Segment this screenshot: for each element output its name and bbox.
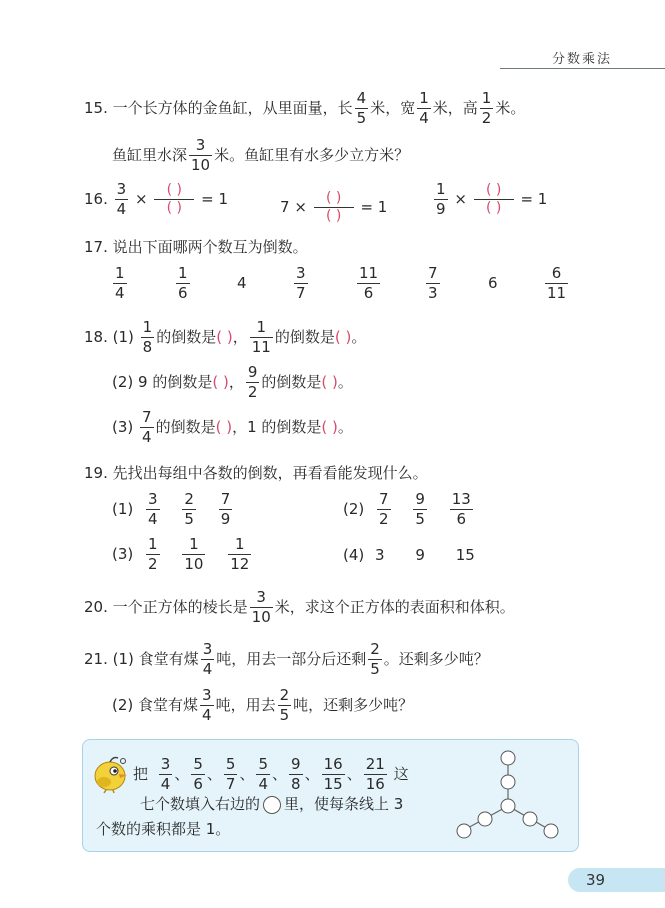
fraction: $\frac{1}{8}$ (142, 318, 153, 356)
group-label: (2) (343, 500, 365, 518)
q17-number: 17. (84, 238, 108, 256)
q18-p2 (112, 365, 353, 400)
q18-p3-label: (3) (112, 418, 134, 436)
fraction: $\frac{3}{10}$ (251, 588, 271, 626)
q18-p1 (84, 320, 366, 355)
section-title: 分数乘法 (552, 52, 613, 67)
answer-blank[interactable]: $\frac{( )}{( )}$ (314, 191, 354, 224)
q21-p2-a: 食堂有煤 (138, 696, 199, 714)
slot-circle[interactable] (544, 824, 558, 838)
period: 。 (351, 328, 367, 346)
slot-circle[interactable] (523, 812, 537, 826)
slot-circle[interactable] (457, 824, 471, 838)
q17-n6: 6 (488, 274, 498, 292)
q18-p1-t1: 的倒数是 (156, 328, 217, 346)
fraction: $\frac{2}{5}$ (279, 686, 290, 724)
q17-n7: $\frac{6}{11}$ (547, 264, 567, 302)
q17-n5: $\frac{7}{3}$ (428, 264, 438, 302)
times-sign: × (134, 190, 148, 208)
q18-p1-t2: 的倒数是 (274, 328, 335, 346)
answer-blank[interactable]: ( ) (321, 373, 338, 391)
equals-one: = 1 (360, 198, 388, 216)
answer-blank[interactable]: ( ) (321, 418, 338, 436)
equals-one: = 1 (201, 190, 228, 208)
q21-p2-b: 吨，用去 (215, 696, 276, 714)
fraction: $\frac{2}{5}$ (370, 640, 380, 678)
q18-number: 18. (84, 328, 108, 346)
q18-p3-t: 的倒数是 (155, 418, 216, 436)
q16-number: 16. (84, 190, 108, 208)
separator: 、 (346, 765, 362, 783)
answer-blank[interactable]: $\frac{( )}{( )}$ (474, 183, 514, 216)
q15-line2-b: 米。鱼缸里有水多少立方米？ (214, 146, 410, 164)
q17-n4: $\frac{11}{6}$ (359, 264, 379, 302)
fraction: $\frac{3}{4}$ (202, 640, 213, 678)
q17-n1: $\frac{1}{6}$ (178, 264, 188, 302)
period: 。 (337, 373, 353, 391)
q17-n2: 4 (237, 274, 247, 292)
q17-prompt (84, 236, 308, 257)
q20-b: 米，求这个正方体的表面积和体积。 (274, 598, 515, 616)
slot-circle[interactable] (478, 812, 492, 826)
slot-circle[interactable] (501, 799, 515, 813)
q20-a: 一个正方体的棱长是 (112, 598, 248, 616)
comma: ， (232, 328, 248, 346)
q18-p2-t: 的倒数是 (261, 373, 322, 391)
q15-text-d: 米。 (495, 99, 526, 117)
q19-group1: (1) $\frac{3}{4}$ $\frac{2}{5}$ $\frac{7}{9}$ (112, 490, 231, 528)
q15-text-b: 米，宽 (370, 99, 416, 117)
q15-text-a: 一个长方体的金鱼缸，从里面量，长 (112, 99, 353, 117)
separator: 、 (272, 765, 288, 783)
fraction: $\frac{3}{10}$ (191, 136, 211, 174)
circle-icon (263, 796, 281, 814)
q16-item2 (280, 191, 387, 224)
separator: 、 (206, 765, 222, 783)
fraction: $\frac{1}{2}$ (481, 89, 492, 127)
q18-p3 (112, 410, 353, 445)
q21-p2-label: (2) (112, 696, 134, 714)
slot-circle[interactable] (501, 775, 515, 789)
q15-line1 (84, 91, 525, 126)
q18-p3-sep: ，1 的倒数是 (232, 418, 322, 436)
answer-blank[interactable]: ( ) (212, 373, 229, 391)
q21-p2 (112, 688, 413, 723)
bird-mascot-icon (90, 752, 130, 794)
q17-n0: $\frac{1}{4}$ (115, 264, 125, 302)
separator: 、 (174, 765, 190, 783)
comma: ， (228, 373, 244, 391)
q15-line2 (112, 138, 409, 173)
puzzle-line2a: 七个数填入右边的 (140, 795, 261, 813)
q17-n3: $\frac{3}{7}$ (296, 264, 306, 302)
group-label: (4) (343, 546, 365, 564)
group-label: (3) (112, 545, 134, 563)
q15-number: 15. (84, 99, 108, 117)
number: 15 (455, 546, 475, 564)
period: 。 (337, 418, 353, 436)
q15-line2-a: 鱼缸里水深 (112, 146, 188, 164)
q18-p1-label: (1) (112, 328, 134, 346)
q16-item2-left: 7 (280, 198, 290, 216)
q21-p1-label: (1) (112, 650, 134, 668)
puzzle-diagram (450, 748, 570, 844)
puzzle-line1: 把 $\frac{3}{4}$ 、 $\frac{5}{6}$ 、 $\frac{5}{7}$ 、 $\frac{5}{4}$ 、 $\frac{9}{8}$ 、 $\frac{16}{15}$ 、 $\frac{21}{16}$ 这 (133, 755, 409, 793)
times-sign: × (294, 198, 307, 216)
answer-blank[interactable]: ( ) (334, 328, 352, 346)
puzzle-line3: 个数的乘积都是 1。 (96, 820, 231, 838)
number: 9 (415, 546, 425, 564)
fraction: $\frac{7}{4}$ (142, 408, 152, 446)
q16-item3 (432, 182, 547, 217)
header-rule (500, 68, 665, 69)
group-label: (1) (112, 500, 134, 518)
q21-number: 21. (84, 650, 108, 668)
q19-prompt (84, 462, 428, 483)
answer-blank[interactable]: ( ) (215, 418, 233, 436)
answer-blank[interactable]: ( ) (216, 328, 233, 346)
q19-group3: (3) $\frac{1}{2}$ $\frac{1}{10}$ $\frac{1}{12}$ (112, 535, 250, 573)
equals-one: = 1 (520, 190, 548, 208)
q21-p1-c: 。还剩多少吨？ (383, 650, 489, 668)
slot-circle[interactable] (501, 751, 515, 765)
q19-group2: (2) $\frac{7}{2}$ $\frac{9}{5}$ $\frac{13}{6}$ (343, 490, 471, 528)
puzzle-line2 (140, 793, 403, 814)
separator: 、 (239, 765, 255, 783)
separator: 、 (304, 765, 320, 783)
q16-row (84, 182, 228, 217)
fraction: $\frac{3}{4}$ (202, 686, 212, 724)
q21-p1-b: 吨，用去一部分后还剩 (216, 650, 367, 668)
fraction: $\frac{3}{4}$ (116, 180, 127, 218)
q19-text: 先找出每组中各数的倒数，再看看能发现什么。 (112, 464, 428, 482)
page-number: 39 (586, 871, 606, 889)
puzzle-after: 这 (393, 765, 409, 783)
q19-group4 (343, 546, 475, 564)
q20-line (84, 590, 515, 625)
number: 3 (375, 546, 385, 564)
q18-p2-label: (2) (112, 373, 134, 391)
times-sign: × (454, 190, 467, 208)
q21-p2-c: 吨，还剩多少吨？ (293, 696, 414, 714)
q21-p1-a: 食堂有煤 (138, 650, 199, 668)
fraction: $\frac{1}{9}$ (436, 180, 446, 218)
page-number-tab (568, 868, 665, 892)
q21-p1 (84, 642, 489, 677)
q19-number: 19. (84, 464, 108, 482)
answer-blank[interactable]: $\frac{( )}{( )}$ (154, 183, 194, 216)
q20-number: 20. (84, 598, 108, 616)
q18-p2-a: 9 的倒数是 (138, 373, 213, 391)
fraction: $\frac{1}{11}$ (251, 318, 271, 356)
fraction: $\frac{1}{4}$ (419, 89, 429, 127)
fraction: $\frac{9}{2}$ (247, 363, 258, 401)
puzzle-lead: 把 (133, 765, 149, 783)
puzzle-line2b: 里，使每条线上 3 (284, 795, 404, 813)
q17-text: 说出下面哪两个数互为倒数。 (112, 238, 308, 256)
q15-text-c: 米，高 (432, 99, 478, 117)
fraction: $\frac{4}{5}$ (356, 89, 367, 127)
